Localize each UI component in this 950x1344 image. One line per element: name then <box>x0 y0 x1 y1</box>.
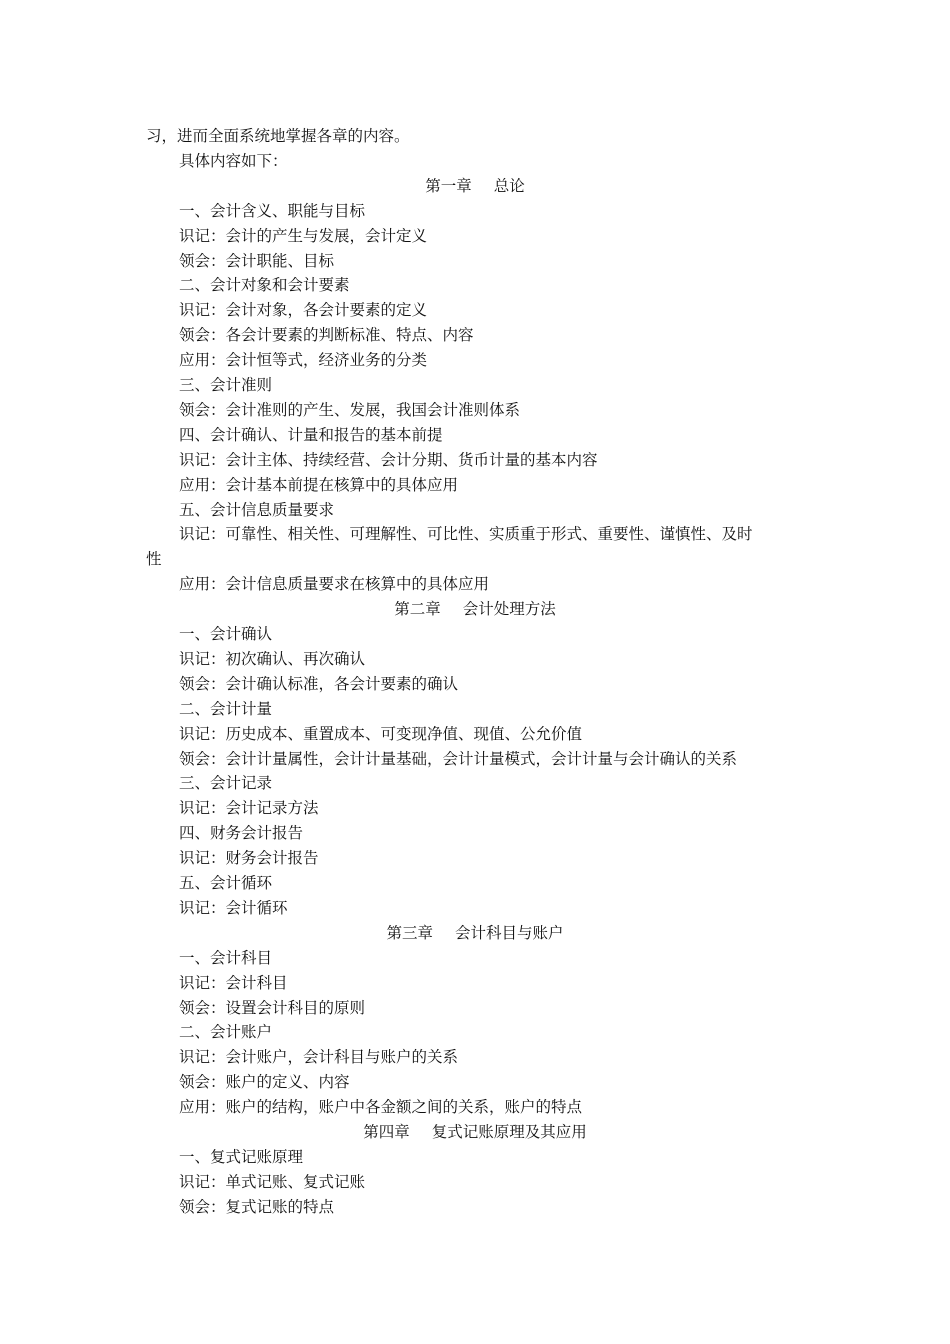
text-line: 习，进而全面系统地掌握各章的内容。 <box>146 127 410 145</box>
text-line: 领会：复式记账的特点 <box>179 1197 335 1216</box>
chapter-number: 第四章 <box>363 1123 410 1141</box>
text-line: 五、会计循环 <box>179 874 273 892</box>
text-line: 识记：会计记录方法 <box>179 799 319 818</box>
text-line: 二、会计计量 <box>179 699 273 718</box>
text-line: 三、会计记录 <box>179 774 273 793</box>
text-line: 五、会计信息质量要求 <box>179 500 335 519</box>
text-line: 应用：会计恒等式，经济业务的分类 <box>179 351 428 370</box>
chapter-heading <box>0 1122 950 1144</box>
chapter-title: 会计科目与账户 <box>455 923 564 942</box>
text-line: 一、会计确认 <box>179 625 273 643</box>
text-line: 应用：会计基本前提在核算中的具体应用 <box>179 475 459 494</box>
text-line: 领会：会计准则的产生、发展，我国会计准则体系 <box>179 400 521 419</box>
text-line: 领会：会计计量属性，会计计量基础，会计计量模式，会计计量与会计确认的关系 <box>179 749 738 768</box>
text-line: 性 <box>146 550 162 569</box>
text-line: 领会：各会计要素的判断标准、特点、内容 <box>179 326 474 345</box>
text-line: 二、会计对象和会计要素 <box>179 276 350 295</box>
text-line: 识记：财务会计报告 <box>179 849 319 868</box>
text-line: 识记：会计科目 <box>179 973 288 992</box>
text-line: 四、财务会计报告 <box>179 824 304 843</box>
chapter-title: 总论 <box>493 176 525 195</box>
chapter-number: 第一章 <box>425 176 472 195</box>
text-line: 识记：会计的产生与发展，会计定义 <box>179 226 428 245</box>
text-line: 具体内容如下： <box>179 151 288 170</box>
text-line: 领会：会计职能、目标 <box>179 251 335 270</box>
text-line: 识记：单式记账、复式记账 <box>179 1172 366 1191</box>
text-line: 识记：会计账户，会计科目与账户的关系 <box>179 1048 459 1067</box>
chapter-heading <box>0 176 950 198</box>
text-line: 识记：历史成本、重置成本、可变现净值、现值、公允价值 <box>179 724 583 743</box>
text-line: 领会：账户的定义、内容 <box>179 1073 350 1092</box>
chapter-heading <box>0 923 950 945</box>
text-line: 识记：会计对象，各会计要素的定义 <box>179 301 428 320</box>
text-line: 三、会计准则 <box>179 376 273 394</box>
text-line: 一、会计含义、职能与目标 <box>179 201 366 220</box>
text-line: 识记：可靠性、相关性、可理解性、可比性、实质重于形式、重要性、谨慎性、及时 <box>179 525 753 544</box>
chapter-number: 第三章 <box>386 923 433 942</box>
chapter-number: 第二章 <box>394 600 441 619</box>
text-line: 二、会计账户 <box>179 1023 273 1042</box>
text-line: 识记：会计循环 <box>179 898 288 917</box>
text-line: 领会：设置会计科目的原则 <box>179 998 366 1017</box>
chapter-title: 复式记账原理及其应用 <box>431 1123 587 1141</box>
text-line: 应用：会计信息质量要求在核算中的具体应用 <box>179 575 490 594</box>
text-line: 识记：初次确认、再次确认 <box>179 649 366 668</box>
text-line: 领会：会计确认标准，各会计要素的确认 <box>179 674 459 693</box>
text-line: 应用：账户的结构，账户中各金额之间的关系，账户的特点 <box>179 1098 583 1117</box>
text-line: 识记：会计主体、持续经营、会计分期、货币计量的基本内容 <box>179 450 598 469</box>
text-line: 一、会计科目 <box>179 948 273 967</box>
text-line: 一、复式记账原理 <box>179 1147 304 1166</box>
chapter-heading <box>0 599 950 621</box>
chapter-title: 会计处理方法 <box>462 600 556 619</box>
text-line: 四、会计确认、计量和报告的基本前提 <box>179 425 443 444</box>
